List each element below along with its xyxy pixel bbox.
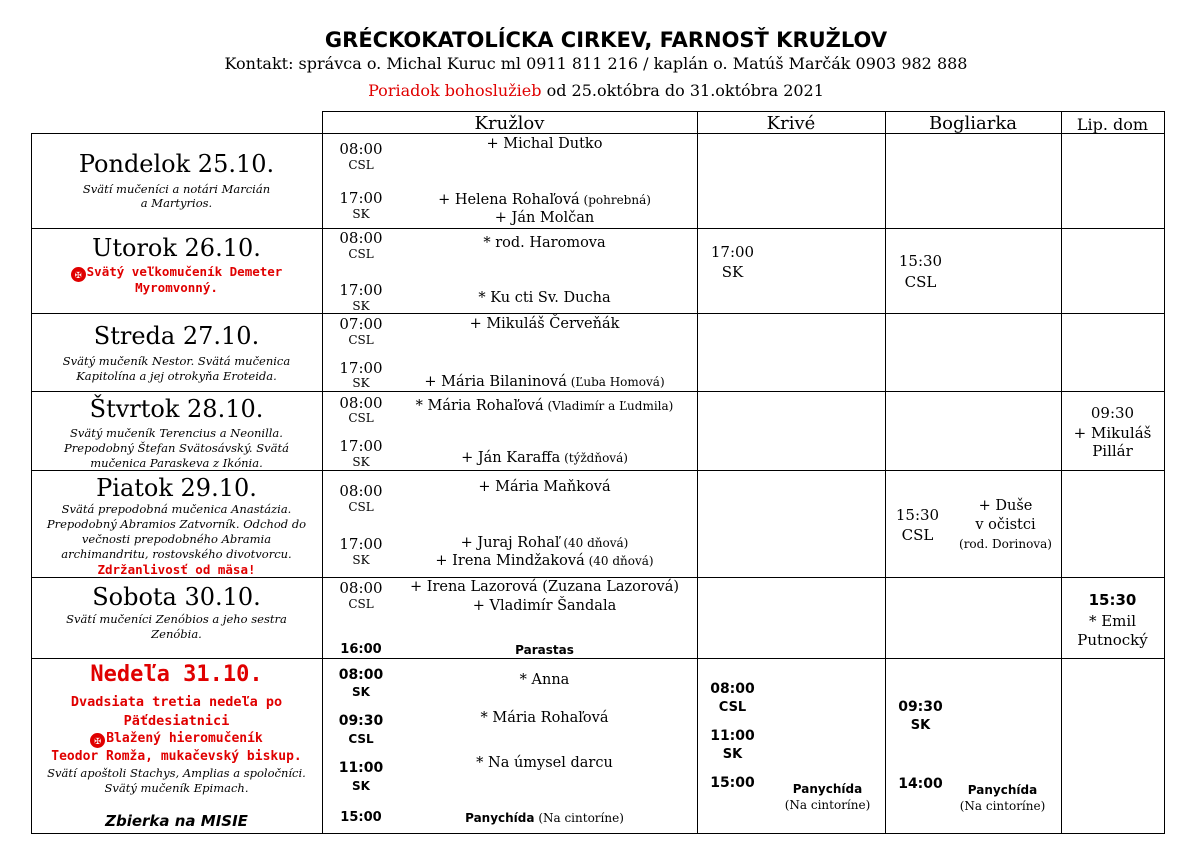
bogliarka-intention: + Duše [978,498,1033,514]
rite-label: SK [352,299,370,313]
lipdom-intention: Pillár [1092,442,1133,460]
saint-text: a Martyrios. [140,196,213,210]
krive-time: 11:00 [710,728,755,744]
column-lip-dom: Lip. dom [1076,115,1149,134]
service-time: 08:00 [339,140,383,158]
krive-rite: CSL [718,700,747,715]
saint-text: Svätá prepodobná mučenica Anastázia. [61,502,292,516]
service-time: 08:00 [339,394,383,412]
saint-text: archimandritu, rostovského divotvorcu. [61,547,292,561]
lipdom-intention: Putnocký [1077,631,1148,649]
service-time: 09:30 [338,713,384,729]
service-time: 11:00 [338,760,384,776]
red-cross-icon: ✠ [90,733,105,748]
lipdom-intention: + Mikuláš [1073,424,1152,442]
feast-text: ✠ Svätý veľkomučeník Demeter [31,264,322,282]
rite-label: CSL [348,597,374,611]
lipdom-time: 15:30 [1088,591,1137,609]
bogliarka-intention: v očistci [975,517,1036,533]
intention: + Michal Dutko [486,136,603,152]
saint-text: Svätý mučeník Terencius a Neonilla. [70,426,283,440]
rite-label: SK [352,779,370,793]
intention: + Irena Mindžaková (40 dňová) [435,553,654,569]
day-label: Utorok 26.10. [92,234,261,262]
intention: + Irena Lazorová (Zuzana Lazorová) [409,579,680,595]
intention: * Anna [519,672,570,688]
rite-label: CSL [348,333,374,347]
fast-note: Zdržanlivosť od mäsa! [97,562,256,577]
column-bogliarka: Bogliarka [928,113,1018,134]
bogliarka-time: 15:30 [895,506,940,524]
rite-label: SK [352,455,370,469]
saint-text: večnosti prepodobného Abramia [81,532,272,546]
rite-label: CSL [348,247,374,261]
krive-rite: SK [722,747,743,762]
column-krive: Krivé [766,113,816,134]
saint-text: Prepodobný Štefan Svätosávský. Svätá [64,441,289,455]
saint-text: Svätí apoštoli Stachys, Amplias a spoločníci. [47,766,306,780]
lipdom-intention: * Emil [1088,612,1137,630]
saint-text: Svätí mučeníci Zenóbios a jeho sestra [66,612,287,626]
schedule-range: od 25.októbra do 31.októbra 2021 [541,81,824,100]
service-time: 15:00 [340,810,382,825]
intention: + Ján Molčan [494,210,595,226]
bogliarka-time: 15:30 [898,252,943,270]
rite-label: CSL [348,158,374,172]
bogliarka-rite: CSL [904,273,937,291]
rite-label: CSL [348,500,374,514]
day-label: Sobota 30.10. [92,583,261,611]
rite-label: SK [352,685,370,699]
intention: * Mária Rohaľová [480,710,609,726]
intention: * rod. Haromova [483,235,606,251]
column-kruzlov: Kružlov [474,113,545,134]
feast-text: ✠ Blažený hieromučeník [31,731,322,748]
intention: + Vladimír Šandala [472,598,617,614]
saint-text: Kapitolína a jej otrokyňa Eroteida. [76,369,277,383]
intention: Parastas [515,643,574,657]
intention: + Mária Maňková [478,479,611,495]
day-label: Štvrtok 28.10. [89,395,264,423]
parish-title: GRÉCKOKATOLÍCKA CIRKEV, FARNOSŤ KRUŽLOV [324,28,888,52]
day-label: Streda 27.10. [93,322,260,350]
service-time: 17:00 [339,437,383,455]
feast-text: Päťdesiatnici [123,713,230,729]
saint-text: Prepodobný Abramios Zatvorník. Odchod do [46,517,307,531]
intention: + Mária Bilaninová (Ľuba Homová) [424,374,665,390]
service-time: 08:00 [339,482,383,500]
krive-intention: Panychída [792,782,863,796]
krive-time: 17:00 [710,243,755,261]
feast-text: Dvadsiata tretia nedeľa po [70,694,283,710]
rite-label: SK [352,207,370,221]
day-label: Nedeľa 31.10. [90,662,263,687]
schedule-label: Poriadok bohoslužieb [368,81,542,100]
bogliarka-time: 09:30 [898,699,943,715]
service-time: 17:00 [339,535,383,553]
day-label: Piatok 29.10. [96,474,257,502]
intention: Panychída (Na cintoríne) [465,811,624,825]
intention: + Mikuláš Červeňák [469,316,620,332]
feast-text: Myromvonný. [135,280,218,295]
feast-text: Teodor Romža, mukačevský biskup. [51,749,302,764]
krive-time: 15:00 [710,775,755,791]
rite-label: CSL [348,732,374,746]
service-time: 08:00 [338,667,384,683]
krive-time: 08:00 [710,681,755,697]
bogliarka-note: (Na cintoríne) [959,799,1046,813]
saint-text: mučenica Paraskeva z Ikónia. [90,456,263,470]
service-time: 07:00 [339,315,383,333]
service-time: 16:00 [340,642,382,657]
bogliarka-rite: CSL [901,526,934,544]
rite-label: CSL [348,411,374,425]
saint-text: Svätí mučeníci a notári Marcián [82,182,271,196]
saint-text: Svätý mučeník Nestor. Svätá mučenica [62,354,291,368]
intention: * Ku cti Sv. Ducha [478,290,611,306]
rite-label: SK [352,376,370,390]
intention: * Mária Rohaľová (Vladimír a Ľudmila) [415,398,674,414]
service-time: 17:00 [339,359,383,377]
service-time: 17:00 [339,189,383,207]
intention: * Na úmysel darcu [476,755,613,771]
service-time: 17:00 [339,281,383,299]
contact-line: Kontakt: správca o. Michal Kuruc ml 0911 811 216 / kaplán o. Matúš Marčák 0903 982 888 [224,54,968,73]
lipdom-time: 09:30 [1090,404,1135,422]
intention: + Helena Rohaľová (pohrebná) [438,192,651,208]
intention: + Juraj Rohaľ (40 dňová) [460,535,629,551]
schedule-line [0,81,1192,100]
bogliarka-rite: SK [910,718,931,733]
day-label: Pondelok 25.10. [78,150,275,178]
krive-rite: SK [721,263,744,281]
saint-text: Svätý mučeník Epimach. [104,781,249,795]
bogliarka-time: 14:00 [898,776,943,792]
rite-label: SK [352,553,370,567]
service-time: 08:00 [339,229,383,247]
collection-note: Zbierka na MISIE [105,812,248,830]
intention: + Ján Karaffa (týždňová) [461,450,628,466]
bogliarka-note: (rod. Dorinova) [959,537,1052,551]
saint-text: Zenóbia. [151,627,202,641]
bogliarka-intention: Panychída [967,783,1038,797]
krive-note: (Na cintoríne) [784,798,871,812]
red-cross-icon: ✠ [71,267,86,282]
service-time: 08:00 [339,579,383,597]
